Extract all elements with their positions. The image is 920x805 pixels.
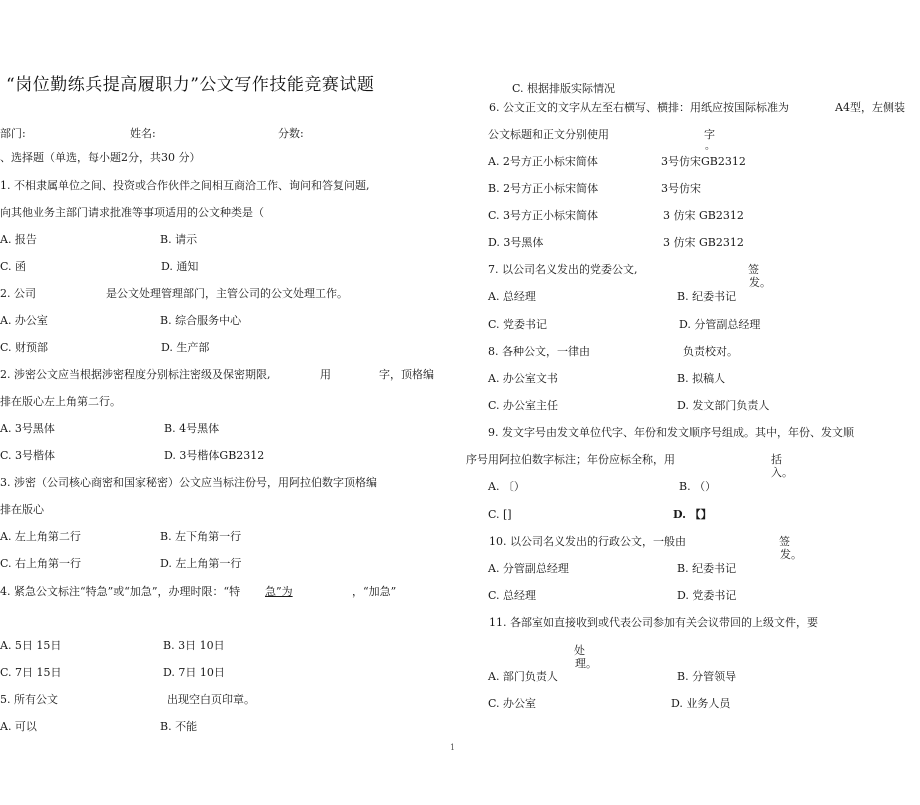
option: A. 总经理	[488, 290, 536, 303]
option: C. 3号方正小标宋简体	[488, 209, 599, 222]
option: A. 分管副总经理	[488, 562, 569, 575]
option: D. 3号黑体	[488, 236, 544, 249]
option: D. 通知	[161, 260, 199, 273]
option: B. 拟稿人	[677, 372, 726, 385]
question-text: A4型，左侧装	[835, 101, 905, 114]
option: D. 生产部	[161, 341, 210, 354]
score-label: 分数:	[278, 127, 304, 140]
option: A. 3号黑体	[0, 422, 55, 435]
name-label: 姓名:	[130, 127, 156, 140]
question-text: 7. 以公司名义发出的党委公文,	[488, 263, 638, 276]
option: B. 左下角第一行	[160, 530, 242, 543]
question-text: 10. 以公司名义发出的行政公文，一般由	[489, 535, 686, 548]
option: C. []	[488, 508, 512, 521]
question-text: 字，顶格编	[379, 368, 434, 381]
question-text: 排在版心左上角第二行。	[0, 395, 121, 408]
option: A. 2号方正小标宋简体	[488, 155, 598, 168]
question-text: 11. 各部室如直接收到或代表公司参加有关会议带回的上级文件，要	[489, 616, 818, 629]
option: B. （）	[679, 480, 717, 493]
option: D. 3号楷体GB2312	[164, 449, 265, 462]
question-text: 。	[705, 141, 715, 152]
option: A. 〔）	[488, 480, 525, 493]
option: C. 函	[0, 260, 27, 273]
question-text: 向其他业务主部门请求批准等事项适用的公文种类是（	[0, 206, 264, 219]
option: A. 部门负责人	[488, 670, 558, 683]
option: B. 纪委书记	[677, 290, 737, 303]
option: D. 7日 10日	[163, 666, 225, 679]
option: C. 党委书记	[488, 318, 548, 331]
question-text: 入。	[771, 466, 793, 479]
option: 3 仿宋 GB2312	[663, 236, 744, 249]
question-text: 5. 所有公文	[0, 693, 58, 706]
option: A. 5日 15日	[0, 639, 62, 652]
option: 3号仿宋GB2312	[661, 155, 746, 168]
option: C. 财预部	[0, 341, 49, 354]
question-text: 公文标题和正文分别使用	[488, 128, 609, 141]
option: D. 发文部门负责人	[677, 399, 770, 412]
page-number: 1	[450, 743, 456, 752]
option: B. 3日 10日	[163, 639, 225, 652]
question-text: 出现空白页印章。	[167, 693, 255, 706]
question-text: 发。	[749, 276, 771, 289]
option: A. 办公室文书	[488, 372, 558, 385]
page-title: “岗位勤练兵提高履职力”公文写作技能竞赛试题	[6, 75, 375, 95]
question-text: 理。	[575, 657, 597, 670]
option: C. 办公室主任	[488, 399, 559, 412]
option: A. 办公室	[0, 314, 48, 327]
question-text: ，“加急”	[352, 585, 397, 598]
question-text: 签	[748, 263, 759, 276]
dept-label: 部门:	[0, 127, 26, 140]
question-text: 6. 公文正文的文字从左至右横写、横排：用纸应按国际标准为	[489, 101, 789, 114]
option: A. 左上角第二行	[0, 530, 81, 543]
question-text: 1. 不相隶属单位之间、投资或合作伙伴之间相互商洽工作、询问和答复问题,	[0, 179, 370, 192]
question-text: 是公文处理管理部门，主管公司的公文处理工作。	[106, 287, 348, 300]
option: B. 2号方正小标宋简体	[488, 182, 599, 195]
option: B. 分管领导	[677, 670, 737, 683]
option: B. 综合服务中心	[160, 314, 242, 327]
question-text: 2. 公司	[0, 287, 36, 300]
option: D. 左上角第一行	[160, 557, 242, 570]
question-text: 排在版心	[0, 503, 44, 516]
option: D. 业务人员	[671, 697, 731, 710]
option: D. 【】	[673, 508, 712, 521]
option: B. 请示	[160, 233, 198, 246]
question-text: 8. 各种公文，一律由	[488, 345, 590, 358]
option: C. 总经理	[488, 589, 537, 602]
option: C. 办公室	[488, 697, 537, 710]
section-heading: 、选择题（单选，每小题2分，共30 分）	[0, 151, 201, 164]
question-text: 负责校对。	[683, 345, 738, 358]
option: D. 分管副总经理	[679, 318, 761, 331]
option: C. 根据排版实际情况	[512, 82, 616, 95]
question-text: 2. 涉密公文应当根据涉密程度分别标注密级及保密期限,	[0, 368, 271, 381]
option: C. 右上角第一行	[0, 557, 82, 570]
option: 3号仿宋	[661, 182, 701, 195]
question-text: 急”为	[265, 585, 293, 598]
option: C. 3号楷体	[0, 449, 56, 462]
question-text: 括	[771, 453, 782, 466]
question-text: 9. 发文字号由发文单位代字、年份和发文顺序号组成。其中，年份、发文顺	[488, 426, 854, 439]
question-text: 3. 涉密（公司核心商密和国家秘密）公文应当标注份号，用阿拉伯数字顶格编	[0, 476, 377, 489]
option: C. 7日 15日	[0, 666, 62, 679]
option: B. 不能	[160, 720, 198, 733]
option: D. 党委书记	[677, 589, 737, 602]
question-text: 字	[704, 128, 715, 141]
question-text: 序号用阿拉伯数字标注；年份应标全称，用	[466, 453, 675, 466]
option: B. 纪委书记	[677, 562, 737, 575]
question-text: 发。	[780, 548, 802, 561]
question-text: 4. 紧急公文标注“特急”或“加急”，办理时限：“特	[0, 585, 241, 598]
question-text: 签	[779, 535, 790, 548]
option: A. 可以	[0, 720, 37, 733]
question-text: 处	[574, 644, 585, 657]
question-text: 用	[320, 368, 331, 381]
option: A. 报告	[0, 233, 37, 246]
option: 3 仿宋 GB2312	[663, 209, 744, 222]
option: B. 4号黑体	[164, 422, 220, 435]
